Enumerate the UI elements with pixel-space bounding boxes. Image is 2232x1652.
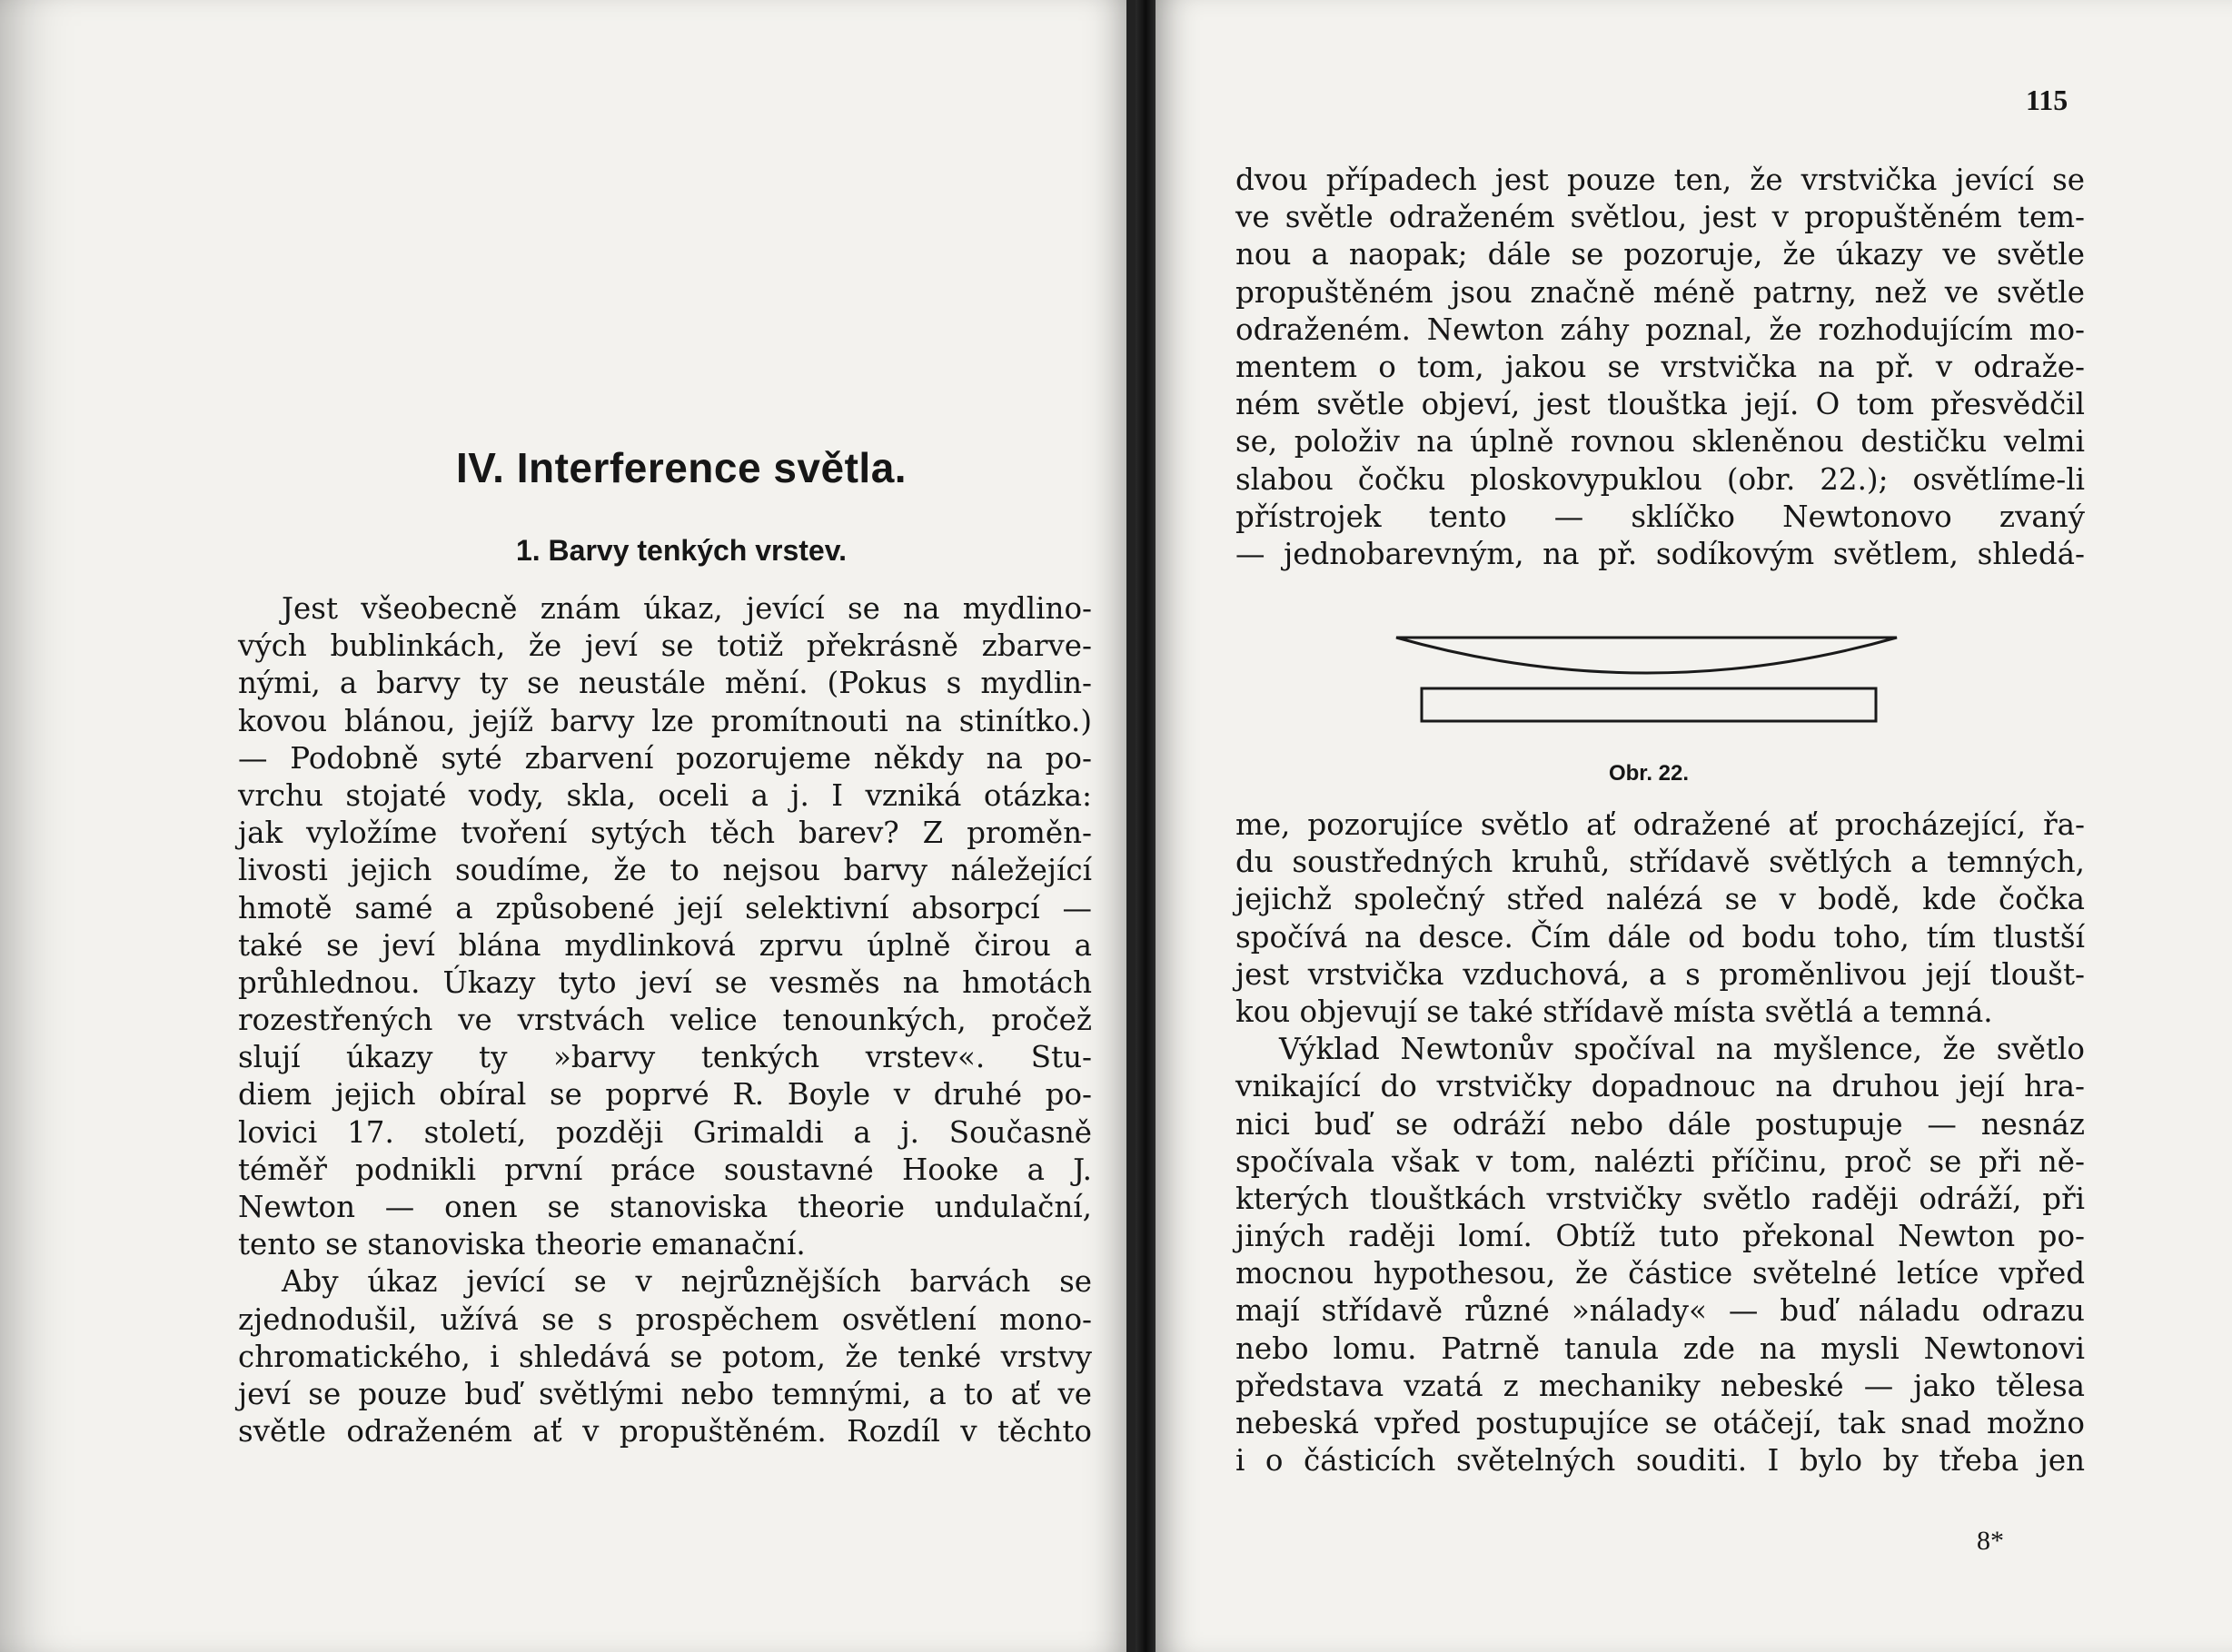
text-line: nici buď se odráží nebo dále postupuje — nesnáz: [1235, 1106, 2085, 1142]
text-line: Výklad Newtonův spočíval na myšlence, že světlo: [1279, 1032, 2085, 1067]
text-line: nou a naopak; dále se pozoruje, že úkazy ve světle: [1235, 237, 2085, 272]
page-number: 115: [2026, 84, 2068, 116]
right-body-text-top: [1235, 162, 2085, 573]
right-body-text-bottom: [1235, 806, 2085, 1479]
text-line: kterých tlouštkách vrstvičky světlo raději odráží, při: [1235, 1181, 2085, 1216]
text-line: jeví se pouze buď světlými nebo temnými, a to ať ve: [238, 1376, 1092, 1411]
text-line: světle odraženém ať v propuštěném. Rozdíl v těchto: [238, 1414, 1092, 1449]
text-line: i o částicích světelných souditi. I bylo by třeba jen: [1235, 1443, 2085, 1479]
text-line: propuštěném jsou značně méně patrny, než ve světle: [1235, 274, 2085, 310]
text-line: také se jeví blána mydlinková zprvu úplně čirou a: [238, 927, 1092, 963]
text-line: přístrojek tento — sklíčko Newtonovo zvaný: [1235, 499, 2085, 534]
text-line: Jest všeobecně znám úkaz, jevící se na mydlino-: [282, 591, 1092, 626]
book-gutter: [1136, 0, 1156, 1652]
text-line: slují úkazy ty »barvy tenkých vrstev«. Stu-: [238, 1040, 1092, 1075]
text-line: kou objevují se také střídavě místa světlá a temná.: [1235, 994, 1993, 1029]
text-line: jest vrstvička vzduchová, a s proměnlivou její tloušt-: [1235, 956, 2085, 992]
text-line: kovou blánou, jejíž barvy lze promítnouti na stinítko.): [238, 703, 1092, 738]
text-line: livosti jejich soudíme, že to nejsou barvy náležející: [238, 853, 1092, 888]
text-line: odraženém. Newton záhy poznal, že rozhodujícím mo-: [1235, 312, 2085, 347]
text-line: spočívá na desce. Čím dále od bodu toho, tím tlustší: [1235, 919, 2085, 955]
signature-mark: 8*: [1977, 1526, 2004, 1556]
text-line: nými, a barvy ty se neustále mění. (Pokus s mydlin-: [238, 666, 1092, 701]
text-line: průhlednou. Úkazy tyto jeví se vesměs na hmotách: [238, 964, 1092, 1000]
text-line: zjednodušil, užívá se s prospěchem osvětlení mono-: [238, 1301, 1092, 1337]
text-line: Newton — onen se stanoviska theorie undulační,: [238, 1190, 1092, 1224]
text-line: mají střídavě různé »nálady« — buď náladu odrazu: [1235, 1293, 2085, 1329]
text-line: lovici 17. století, později Grimaldi a j. Současně: [238, 1114, 1092, 1150]
plano-convex-lens: [1396, 638, 1897, 673]
text-line: Aby úkaz jevící se v nejrůznějších barvách se: [282, 1264, 1092, 1300]
text-line: vých bublinkách, že jeví se totiž překrásně zbarve-: [238, 628, 1092, 664]
text-line: jak vyložíme tvoření sytých těch barev? Z proměn-: [238, 816, 1092, 851]
text-line: vrchu stojaté vody, skla, oceli a j. I vzniká otázka:: [238, 777, 1092, 813]
text-line: ném světle objeví, jest tlouštka její. O tom přesvědčil: [1235, 387, 2085, 422]
glass-plate: [1422, 688, 1876, 721]
text-line: téměř podnikli první práce soustavné Hooke a J.: [238, 1152, 1092, 1187]
left-body-text: [238, 590, 1092, 1450]
chapter-title: IV. Interference světla.: [455, 444, 908, 491]
text-line: spočívala však v tom, nalézti příčinu, proč se při ně-: [1235, 1143, 2085, 1179]
text-line: nebo lomu. Patrně tanula zde na mysli Newtonovi: [1235, 1331, 2085, 1366]
text-line: rozestřených ve vrstvách velice tenounkých, pročež: [238, 1003, 1092, 1038]
text-line: ve světle odraženém světlou, jest v propuštěném tem-: [1235, 200, 2085, 235]
text-line: jiných raději lomí. Obtíž tuto překonal Newton po-: [1235, 1219, 2085, 1254]
text-line: jejichž společný střed nalézá se v bodě, kde čočka: [1235, 882, 2085, 917]
text-line: chromatického, i shledává se potom, že tenké vrstvy: [238, 1339, 1092, 1374]
text-line: slabou čočku ploskovypuklou (obr. 22.); osvětlíme-li: [1235, 461, 2085, 497]
text-line: se, položiv na úplně rovnou skleněnou destičku velmi: [1235, 424, 2085, 460]
section-title: 1. Barvy tenkých vrstev.: [515, 534, 848, 567]
text-line: me, pozorujíce světlo ať odražené ať procházející, řa-: [1235, 807, 2085, 842]
text-line: představa vzatá z mechaniky nebeské — jako tělesa: [1235, 1368, 2085, 1403]
figure-caption: Obr. 22.: [1608, 761, 1690, 786]
text-line: hmotě samé a způsobené její selektivní absorpcí —: [238, 890, 1092, 925]
text-line: mentem o tom, jakou se vrstvička na př. v odraže-: [1235, 349, 2085, 384]
text-line: nebeská vpřed postupujíce se otáčejí, tak snad možno: [1235, 1406, 2085, 1440]
text-line: tento se stanoviska theorie emanační.: [238, 1227, 806, 1262]
text-line: — jednobarevným, na př. sodíkovým světlem, shledá-: [1235, 536, 2085, 571]
newton-rings-figure: [1394, 627, 1903, 736]
text-line: du soustředných kruhů, střídavě světlých a temných,: [1235, 845, 2085, 880]
text-line: mocnou hypothesou, že částice světelné letíce vpřed: [1235, 1256, 2085, 1291]
text-line: dvou případech jest pouze ten, že vrstvička jevící se: [1235, 163, 2085, 197]
text-line: diem jejich obíral se poprvé R. Boyle v druhé po-: [238, 1077, 1092, 1113]
text-line: — Podobně syté zbarvení pozorujeme někdy na po-: [238, 740, 1092, 776]
text-line: vnikající do vrstvičky dopadnouc na druhou její hra-: [1235, 1069, 2085, 1104]
